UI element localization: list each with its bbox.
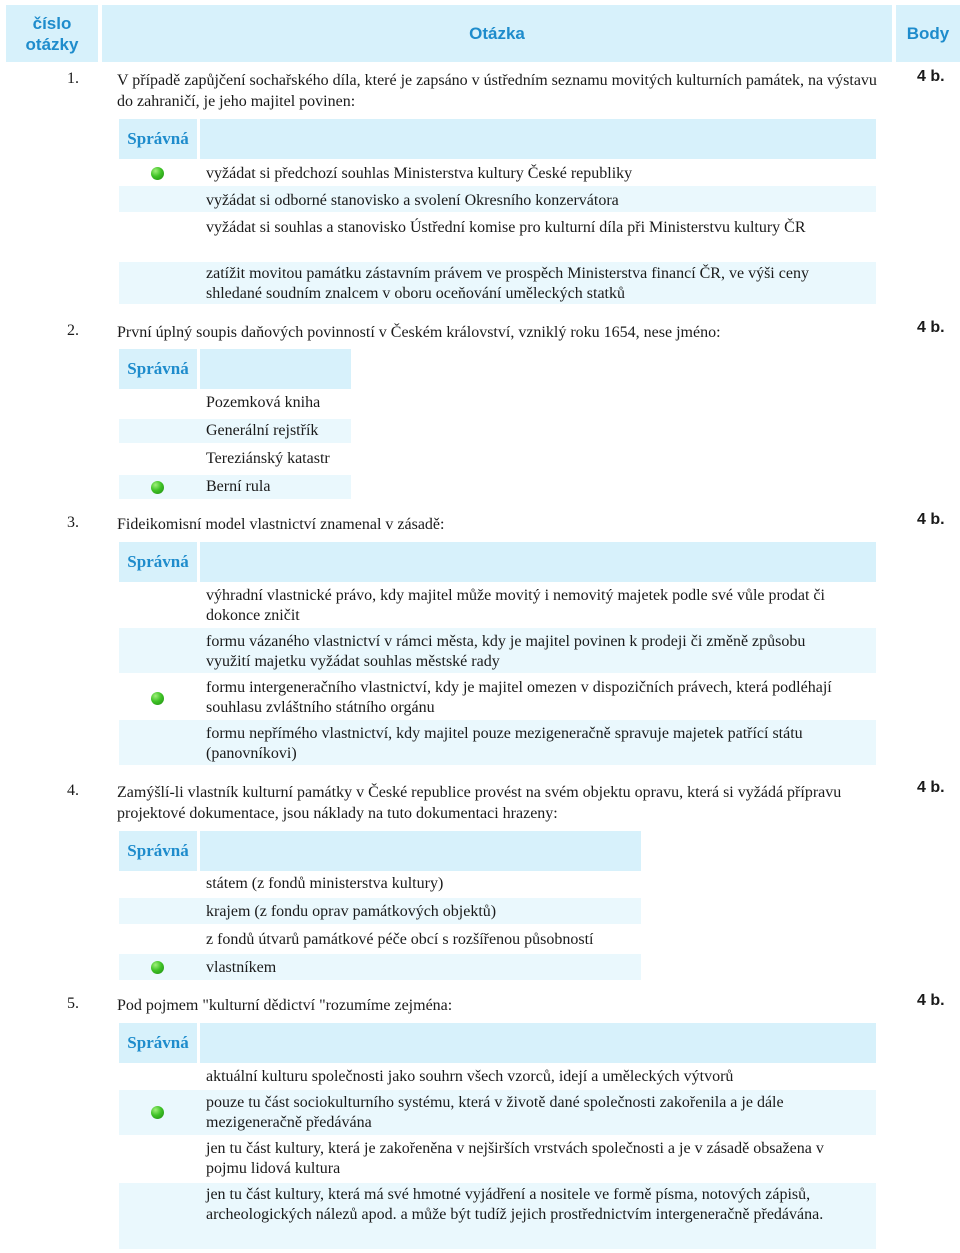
question-points: 4 b. — [917, 992, 945, 1009]
answers-header-bar — [200, 542, 876, 582]
question-points: 4 b. — [917, 319, 945, 336]
question-text: První úplný soupis daňových povinností v Českém království, vzniklý roku 1654, nese jméno: — [117, 324, 721, 341]
header-question-number: číslo otázky — [6, 5, 98, 62]
answer-option: formu nepřímého vlastnictví, kdy majitel pouze mezigeneračně spravuje majetek patřící státu (panovníkovi) — [206, 725, 803, 762]
answers-header-bar — [200, 1023, 876, 1063]
answer-option: zatížit movitou památku zástavním právem ve prospěch Ministerstva financí ČR, ve výši ceny shledané soudním znalcem v oboru oceňování uměleckých statků — [206, 265, 809, 302]
correct-label: Správná — [119, 542, 197, 582]
question-number: 5. — [67, 995, 79, 1012]
answer-option: Berní rula — [206, 478, 271, 495]
question-number: 3. — [67, 514, 79, 531]
correct-label: Správná — [119, 349, 197, 389]
answer-option: jen tu část kultury, která je zakořeněna v nejširších vrstvách společnosti a je v zásadě obsažena v pojmu lidová kultura — [206, 1140, 824, 1177]
correct-answer-icon — [151, 961, 164, 974]
header-points: Body — [896, 5, 960, 62]
question-text: Zamýšlí-li vlastník kulturní památky v České republice provést na svém objektu opravu, která si vyžádá přípravu projektové dokumentace, jsou náklady na tuto dokumentaci hrazeny: — [117, 784, 842, 822]
answer-option: vlastníkem — [206, 959, 277, 976]
correct-answer-icon — [151, 1106, 164, 1119]
question-points: 4 b. — [917, 511, 945, 528]
header-question: Otázka — [102, 5, 892, 62]
answer-option: vyžádat si souhlas a stanovisko Ústřední komise pro kulturní díla při Ministerstvu kultury ČR — [206, 219, 806, 236]
answer-option: formu intergeneračního vlastnictví, kdy je majitel omezen v dispozičních právech, která podléhají souhlasu zvláštního státního orgánu — [206, 679, 832, 716]
question-points: 4 b. — [917, 779, 945, 796]
answer-option: z fondů útvarů památkové péče obcí s rozšířenou působností — [206, 931, 594, 948]
question-text: V případě zapůjčení sochařského díla, které je zapsáno v ústředním seznamu movitých kulturních památek, na výstavu do zahraničí, je jeho majitel povinen: — [117, 72, 877, 110]
question-number: 1. — [67, 70, 79, 87]
answers-header-bar — [200, 831, 641, 871]
answer-option: státem (z fondů ministerstva kultury) — [206, 875, 444, 892]
answer-option: Tereziánský katastr — [206, 450, 330, 467]
answer-option: Pozemková kniha — [206, 394, 321, 411]
answer-option: formu vázaného vlastnictví v rámci města, kdy je majitel povinen k prodeji či změně způsobu využití majetku vyžádat souhlas městské rady — [206, 633, 806, 670]
answer-option: výhradní vlastnické právo, kdy majitel může movitý i nemovitý majetek podle své vůle prodat či dokonce zničit — [206, 587, 825, 624]
answers-header-bar — [200, 119, 876, 159]
correct-answer-icon — [151, 481, 164, 494]
answer-option: jen tu část kultury, která má své hmotné vyjádření a nositele ve formě písma, notových zápisů, archeologických nálezů apod. a může být tudíž jejich prostřednictvím intergeneračně předávána. — [206, 1186, 824, 1223]
question-text: Fideikomisní model vlastnictví znamenal v zásadě: — [117, 516, 445, 533]
correct-answer-icon — [151, 167, 164, 180]
answer-option: Generální rejstřík — [206, 422, 319, 439]
question-text: Pod pojmem "kulturní dědictví "rozumíme zejména: — [117, 997, 453, 1014]
question-number: 4. — [67, 782, 79, 799]
answer-option: vyžádat si předchozí souhlas Ministerstva kultury České republiky — [206, 165, 633, 182]
correct-label: Správná — [119, 1023, 197, 1063]
answer-option: aktuální kulturu společnosti jako souhrn všech vzorců, idejí a uměleckých výtvorů — [206, 1068, 734, 1085]
answers-header-bar — [200, 349, 351, 389]
answer-option: vyžádat si odborné stanovisko a svolení Okresního konzervátora — [206, 192, 619, 209]
question-number: 2. — [67, 322, 79, 339]
question-points: 4 b. — [917, 68, 945, 85]
answer-option: krajem (z fondu oprav památkových objektů) — [206, 903, 497, 920]
correct-label: Správná — [119, 119, 197, 159]
answer-option: pouze tu část sociokulturního systému, která v životě dané společnosti zakořenila a je dále mezigeneračně předávána — [206, 1094, 784, 1131]
correct-answer-icon — [151, 692, 164, 705]
correct-label: Správná — [119, 831, 197, 871]
